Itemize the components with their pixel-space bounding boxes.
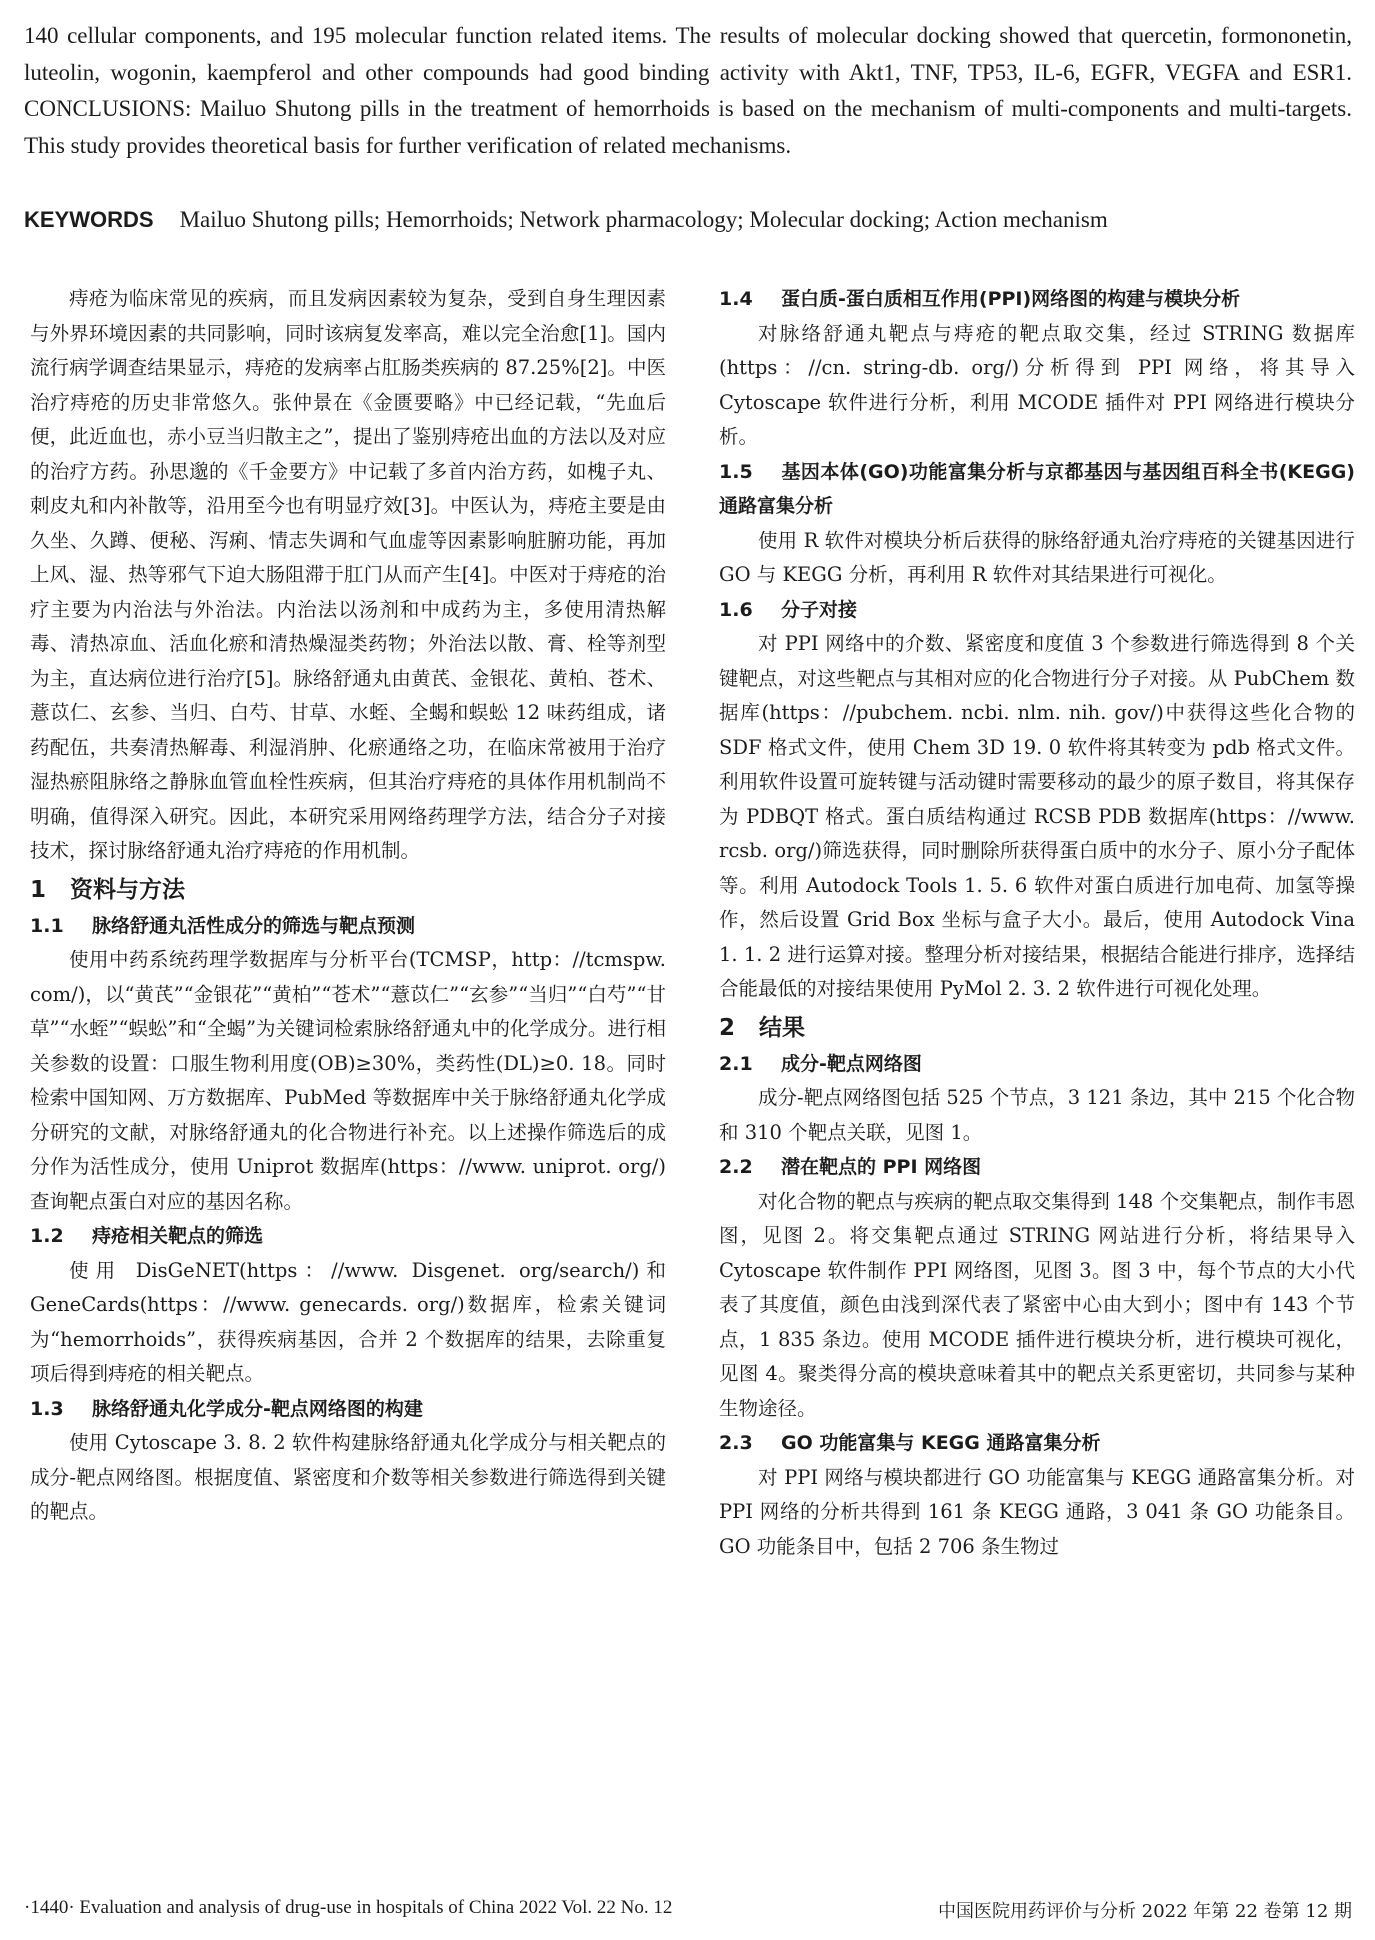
section-2-heading <box>719 1009 1355 1047</box>
right-column <box>719 282 1355 1564</box>
section-1-2-heading <box>30 1219 666 1254</box>
section-title: 成分-靶点网络图 <box>781 1052 922 1075</box>
section-2-1-heading <box>719 1047 1355 1082</box>
section-title: 脉络舒通丸活性成分的筛选与靶点预测 <box>92 914 416 937</box>
section-number: 2.1 <box>719 1052 753 1075</box>
intro-paragraph: 痔疮为临床常见的疾病，而且发病因素较为复杂，受到自身生理因素与外界环境因素的共同影响，同时该病复发率高，难以完全治愈[1]。国内流行病学调查结果显示，痔疮的发病率占肛肠类疾病的 87.25%[2]。中医治疗痔疮的历史非常悠久。张仲景在《金匮要略》中已经记载，“先血后便，此近血也，赤小豆当归散主之”，提出了鉴别痔疮出血的方法以及对应的治疗方药。孙思邈的《千金要方》中记载了多首内治方药，如槐子丸、刺皮丸和内补散等，沿用至今也有明显疗效[3]。中医认为，痔疮主要是由久坐、久蹲、便秘、泻痢、情志失调和气血虚等因素影响脏腑功能，再加上风、湿、热等邪气下迫大肠阻滞于肛门从而产生[4]。中医对于痔疮的治疗主要为内治法与外治法。内治法以汤剂和中成药为主，多使用清热解毒、清热凉血、活血化瘀和清热燥湿类药物；外治法以散、膏、栓等剂型为主，直达病位进行治疗[5]。脉络舒通丸由黄芪、金银花、黄柏、苍术、薏苡仁、玄参、当归、白芍、甘草、水蛭、全蝎和蜈蚣 12 味药组成，诸药配伍，共奏清热解毒、利湿消肿、化瘀通络之功，在临床常被用于治疗湿热瘀阻脉络之静脉血管血栓性疾病，但其治疗痔疮的具体作用机制尚不明确，值得深入研究。因此，本研究采用网络药理学方法，结合分子对接技术，探讨脉络舒通丸治疗痔疮的作用机制。 <box>30 287 666 862</box>
section-2-2-heading <box>719 1150 1355 1185</box>
section-title: 分子对接 <box>781 598 858 621</box>
section-number: 1.2 <box>30 1225 64 1247</box>
left-column <box>30 282 666 1530</box>
section-1-3-paragraph: 使用 Cytoscape 3. 8. 2 软件构建脉络舒通丸化学成分与相关靶点的成分-靶点网络图。根据度值、紧密度和介数等相关参数进行筛选得到关键的靶点。 <box>30 1431 666 1523</box>
section-number: 1 <box>30 876 47 903</box>
section-title: 痔疮相关靶点的筛选 <box>92 1225 264 1247</box>
section-number: 1.1 <box>30 914 64 937</box>
section-title: 结果 <box>759 1014 805 1041</box>
footer-right: 中国医院用药评价与分析 2022 年第 22 卷第 12 期 <box>938 1901 1352 1922</box>
section-1-5-paragraph: 使用 R 软件对模块分析后获得的脉络舒通丸治疗痔疮的关键基因进行 GO 与 KEGG 分析，再利用 R 软件对其结果进行可视化。 <box>719 528 1355 586</box>
section-1-3-heading <box>30 1392 666 1427</box>
keywords-label: KEYWORDS <box>24 207 154 232</box>
section-title: 基因本体(GO)功能富集分析与京都基因与基因组百科全书(KEGG)通路富集分析 <box>719 460 1355 517</box>
section-1-6-heading <box>719 593 1355 628</box>
section-2-3-heading <box>719 1426 1355 1461</box>
section-1-1-heading <box>30 909 666 944</box>
section-number: 1.4 <box>719 288 753 310</box>
abstract-text: 140 cellular components, and 195 molecular function related items. The results of molecular docking showed that quercetin, formononetin, luteolin, wogonin, kaempferol and other compounds had good binding activity with Akt1, TNF, TP53, IL-6, EGFR, VEGFA and ESR1. CONCLUSIONS: Mailuo Shutong pills in the treatment of hemorrhoids is based on the mechanism of multi-components and multi-targets. This study provides theoretical basis for further verification of related mechanisms. <box>24 23 1352 158</box>
section-2-2-paragraph: 对化合物的靶点与疾病的靶点取交集得到 148 个交集靶点，制作韦恩图，见图 2。将交集靶点通过 STRING 网站进行分析，将结果导入 Cytoscape 软件制作 PPI 网络图，见图 3。图 3 中，每个节点的大小代表了其度值，颜色由浅到深代表了紧密中心由大到小；图中有 143 个节点，1 835 条边。使用 MCODE 插件进行模块分析，进行模块可视化，见图 4。聚类得分高的模块意味着其中的靶点关系更密切，共同参与某种生物途径。 <box>719 1189 1355 1420</box>
section-1-4-paragraph: 对脉络舒通丸靶点与痔疮的靶点取交集，经过 STRING 数据库(https：//cn. string-db. org/)分析得到 PPI 网络，将其导入 Cytoscape 软件进行分析，利用 MCODE 插件对 PPI 网络进行模块分析。 <box>719 321 1355 448</box>
section-1-heading <box>30 871 666 909</box>
section-number: 1.6 <box>719 598 753 621</box>
footer-left: ·1440· Evaluation and analysis of drug-use in hospitals of China 2022 Vol. 22 No. 12 <box>24 1897 673 1918</box>
section-number: 1.3 <box>30 1397 64 1420</box>
section-number: 1.5 <box>719 460 753 483</box>
section-1-4-heading <box>719 282 1355 317</box>
section-title: GO 功能富集与 KEGG 通路富集分析 <box>781 1432 1101 1454</box>
page-footer <box>24 1897 1352 1927</box>
keywords-line <box>24 202 1352 238</box>
section-2-1-paragraph: 成分-靶点网络图包括 525 个节点，3 121 条边，其中 215 个化合物和 310 个靶点关联，见图 1。 <box>719 1086 1355 1144</box>
section-1-2-paragraph: 使用 DisGeNET(https：//www. Disgenet. org/search/)和 GeneCards(https：//www. genecards. org/)数据库，检索关键词为“hemorrhoids”，获得疾病基因，合并 2 个数据库的结果，去除重复项后得到痔疮的相关靶点。 <box>30 1258 666 1385</box>
section-2-3-paragraph: 对 PPI 网络与模块都进行 GO 功能富集与 KEGG 通路富集分析。对 PPI 网络的分析共得到 161 条 KEGG 通路，3 041 条 GO 功能条目。GO 功能条目中，包括 2 706 条生物过 <box>719 1465 1355 1558</box>
section-number: 2 <box>719 1014 736 1041</box>
section-1-5-heading <box>719 455 1355 524</box>
section-number: 2.3 <box>719 1432 753 1454</box>
keywords-text: Mailuo Shutong pills; Hemorrhoids; Network pharmacology; Molecular docking; Action mechanism <box>179 207 1108 232</box>
abstract-block <box>24 18 1352 164</box>
section-title: 资料与方法 <box>70 876 185 903</box>
section-title: 蛋白质-蛋白质相互作用(PPI)网络图的构建与模块分析 <box>781 288 1241 310</box>
section-1-6-paragraph: 对 PPI 网络中的介数、紧密度和度值 3 个参数进行筛选得到 8 个关键靶点，对这些靶点与其相对应的化合物进行分子对接。从 PubChem 数据库(https：//pubchem. ncbi. nlm. nih. gov/)中获得这些化合物的 SDF 格式文件，使用 Chem 3D 19. 0 软件将其转变为 pdb 格式文件。利用软件设置可旋转键与活动键时需要移动的最少的原子数目，将其保存为 PDBQT 格式。蛋白质结构通过 RCSB PDB 数据库(https：//www. rcsb. org/)筛选获得，同时删除所获得蛋白质中的水分子、原小分子配体等。利用 Autodock Tools 1. 5. 6 软件对蛋白质进行加电荷、加氢等操作，然后设置 Grid Box 坐标与盒子大小。最后，使用 Autodock Vina 1. 1. 2 进行运算对接。整理分析对接结果，根据结合能进行排序，选择结合能最低的对接结果使用 PyMol 2. 3. 2 软件进行可视化处理。 <box>719 632 1355 1000</box>
section-number: 2.2 <box>719 1156 753 1178</box>
section-title: 潜在靶点的 PPI 网络图 <box>781 1156 982 1178</box>
section-title: 脉络舒通丸化学成分-靶点网络图的构建 <box>92 1397 423 1420</box>
section-1-1-paragraph: 使用中药系统药理学数据库与分析平台(TCMSP，http：//tcmspw. com/)，以“黄芪”“金银花”“黄柏”“苍术”“薏苡仁”“玄参”“当归”“白芍”“甘草”“水蛭”“蜈蚣”和“全蝎”为关键词检索脉络舒通丸中的化学成分。进行相关参数的设置：口服生物利用度(OB)≥30%，类药性(DL)≥0. 18。同时检索中国知网、万方数据库、PubMed 等数据库中关于脉络舒通丸化学成分研究的文献，对脉络舒通丸的化合物进行补充。以上述操作筛选后的成分作为活性成分，使用 Uniprot 数据库(https：//www. uniprot. org/)查询靶点蛋白对应的基因名称。 <box>30 948 666 1213</box>
